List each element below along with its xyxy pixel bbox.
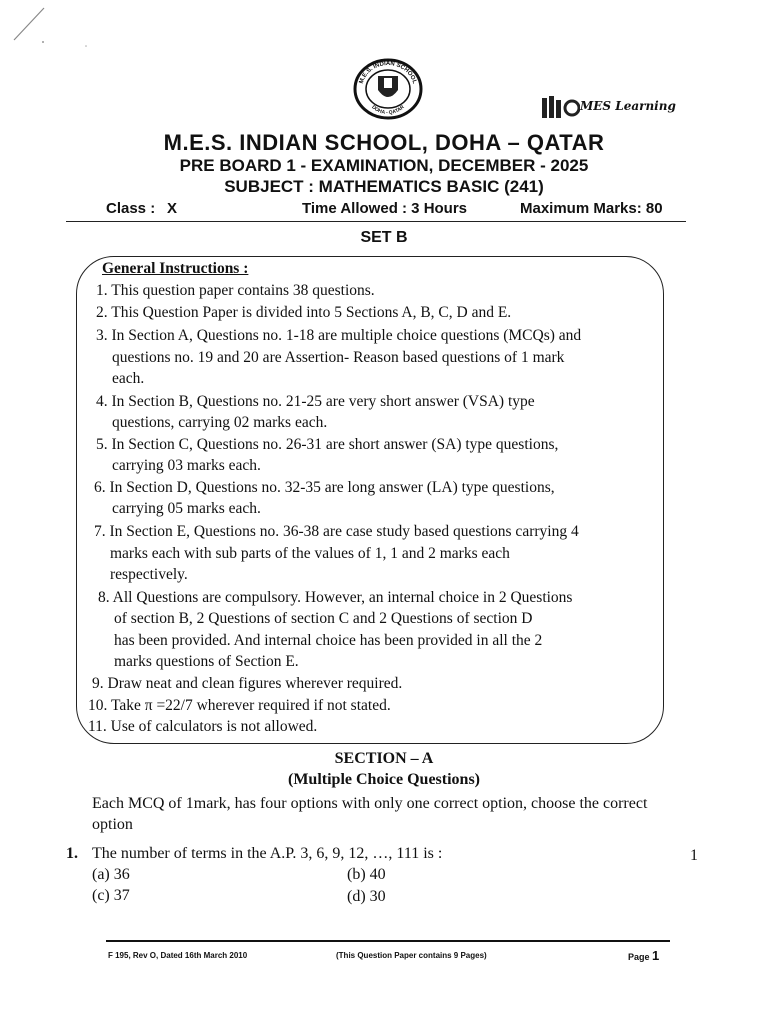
- svg-text:DOHA - QATAR: [370, 104, 406, 116]
- question-marks: 1: [690, 847, 698, 864]
- mes-learning-logo: [540, 94, 676, 120]
- subject-title: SUBJECT : MATHEMATICS BASIC (241): [224, 177, 544, 196]
- instruction-line: of section B, 2 Questions of section C and 2 Questions of section D: [114, 610, 533, 627]
- class-label: Class :: [106, 200, 156, 217]
- option-b: (b) 40: [347, 866, 386, 883]
- section-title: SECTION – A: [334, 750, 434, 767]
- instruction-line: respectively.: [110, 566, 188, 583]
- footer-divider: [106, 940, 670, 942]
- mcq-instruction: Each MCQ of 1mark, has four options with only one correct option, choose the correct option: [92, 795, 648, 833]
- instruction-line: 3. In Section A, Questions no. 1-18 are multiple choice questions (MCQs) and: [96, 327, 582, 344]
- option-a: (a) 36: [92, 866, 130, 883]
- question-text: The number of terms in the A.P. 3, 6, 9, 12, …, 111 is :: [92, 845, 443, 862]
- exam-title: PRE BOARD 1 - EXAMINATION, DECEMBER - 2025: [179, 156, 589, 175]
- instruction-line: 5. In Section C, Questions no. 26-31 are short answer (SA) type questions,: [96, 436, 559, 453]
- time-allowed: Time Allowed : 3 Hours: [302, 200, 468, 217]
- instruction-line: marks questions of Section E.: [114, 653, 299, 670]
- maximum-marks: Maximum Marks: 80: [520, 200, 663, 217]
- section-subtitle: (Multiple Choice Questions): [288, 771, 480, 788]
- page-number: 1: [652, 948, 660, 963]
- instruction-line: 11. Use of calculators is not allowed.: [88, 718, 318, 735]
- instructions-title: General Instructions :: [102, 260, 249, 277]
- school-name: M.E.S. INDIAN SCHOOL, DOHA – QATAR: [163, 130, 605, 155]
- instruction-line: carrying 05 marks each.: [112, 500, 261, 517]
- page-label: Page: [628, 952, 650, 962]
- instruction-line: 8. All Questions are compulsory. However, an internal choice in 2 Questions: [98, 589, 573, 606]
- instruction-line: 1. This question paper contains 38 questions.: [96, 282, 375, 299]
- instruction-line: questions, carrying 02 marks each.: [112, 414, 328, 431]
- crest-bottom-text: DOHA - QATAR: [370, 104, 406, 117]
- set-label: SET B: [360, 229, 408, 246]
- class-value: X: [167, 200, 178, 217]
- instruction-line: has been provided. And internal choice has been provided in all the 2: [114, 632, 543, 649]
- instruction-line: carrying 03 marks each.: [112, 457, 261, 474]
- instruction-line: 7. In Section E, Questions no. 36-38 are case study based questions carrying 4: [94, 523, 579, 540]
- option-c: (c) 37: [92, 887, 130, 904]
- form-reference: F 195, Rev O, Dated 16th March 2010: [108, 951, 248, 960]
- instruction-line: questions no. 19 and 20 are Assertion- Reason based questions of 1 mark: [112, 349, 565, 366]
- question-number: 1.: [66, 845, 78, 862]
- scan-marks: [0, 0, 110, 60]
- instruction-line: 10. Take π =22/7 wherever required if not stated.: [88, 697, 391, 714]
- instruction-line: 9. Draw neat and clean figures wherever required.: [92, 675, 403, 692]
- instruction-line: each.: [112, 370, 145, 387]
- header-divider: [66, 221, 686, 222]
- books-icon: [540, 94, 580, 120]
- instruction-line: marks each with sub parts of the values of 1, 1 and 2 marks each: [110, 545, 510, 562]
- crest-top-text: M.E.S. INDIAN SCHOOL: [358, 60, 418, 85]
- instruction-line: 2. This Question Paper is divided into 5 Sections A, B, C, D and E.: [96, 304, 512, 321]
- pages-note: (This Question Paper contains 9 Pages): [336, 951, 487, 960]
- instruction-line: 6. In Section D, Questions no. 32-35 are long answer (LA) type questions,: [94, 479, 555, 496]
- page-indicator: [628, 948, 659, 963]
- instruction-line: 4. In Section B, Questions no. 21-25 are very short answer (VSA) type: [96, 393, 535, 410]
- brand-text: MES Learning: [580, 99, 676, 113]
- school-crest-logo: [352, 58, 424, 120]
- option-d: (d) 30: [347, 888, 386, 905]
